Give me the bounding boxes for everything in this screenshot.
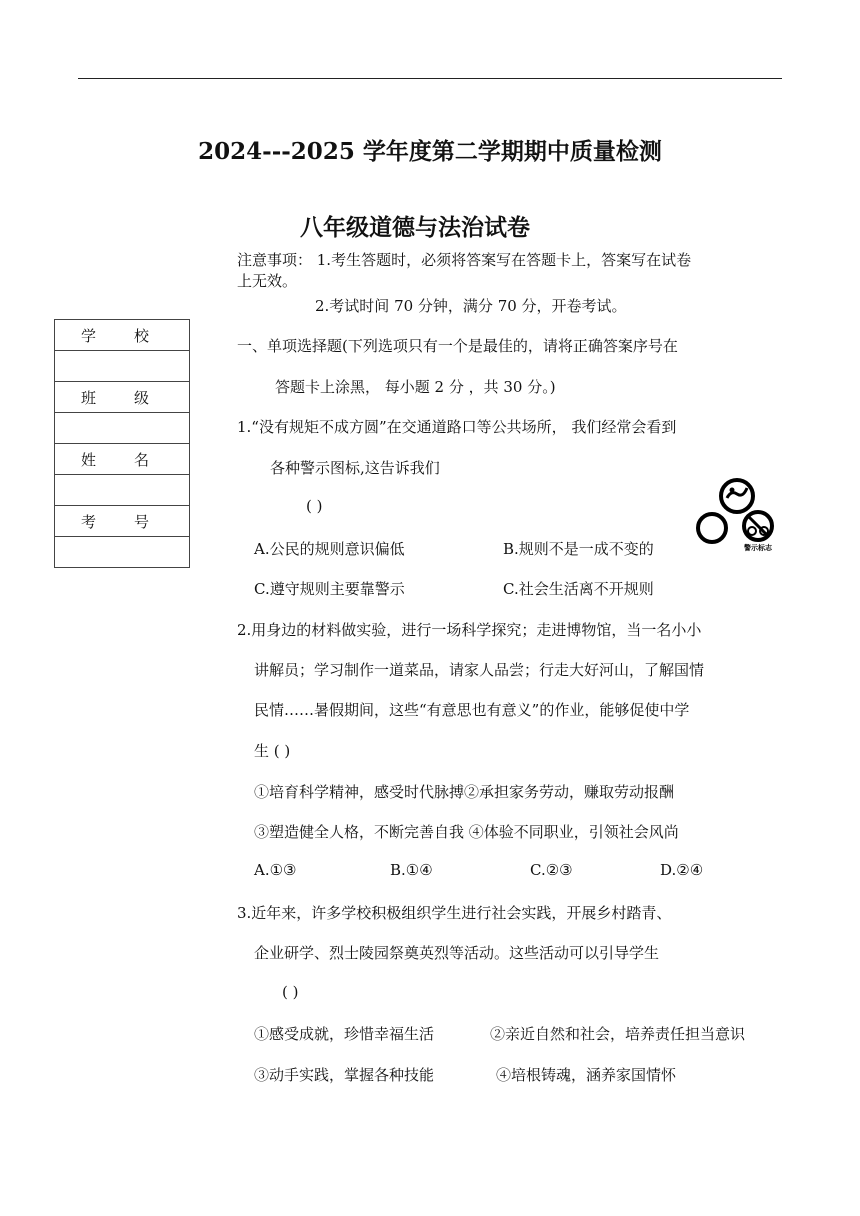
q3-statement-4: ④培根铸魂，涵养家国情怀: [496, 1066, 677, 1084]
notice-line-2: 上无效。: [237, 272, 298, 290]
q2-stem-4: 生 ( ): [254, 742, 291, 760]
q3-statement-2: ②亲近自然和社会，培养责任担当意识: [490, 1025, 746, 1043]
notice-line-3: 2.考试时间 70 分钟，满分 70 分，开卷考试。: [315, 297, 627, 315]
name-field[interactable]: [55, 475, 190, 506]
class-field[interactable]: [55, 413, 190, 444]
q2-option-d: D.②④: [660, 861, 704, 879]
q2-statements-1: ①培育科学精神，感受时代脉搏②承担家务劳动，赚取劳动报酬: [254, 783, 675, 801]
q2-stem-2: 讲解员；学习制作一道菜品，请家人品尝；行走大好河山，了解国情: [254, 661, 705, 679]
paper-subtitle: 八年级道德与法治试卷: [300, 214, 530, 241]
q1-option-b: B.规则不是一成不变的: [503, 540, 654, 558]
sign-circle-left: [698, 514, 726, 542]
section-heading: 一、单项选择题(下列选项只有一个是最佳的，请将正确答案序号在: [237, 337, 678, 355]
sign-circle-top: [721, 480, 753, 512]
q2-statements-2: ③塑造健全人格，不断完善自我 ④体验不同职业，引领社会风尚: [254, 823, 679, 841]
q3-statement-1: ①感受成就，珍惜幸福生活: [254, 1025, 435, 1043]
q3-stem-1: 3.近年来，许多学校积极组织学生进行社会实践，开展乡村踏青、: [237, 904, 672, 922]
q2-stem-3: 民情……暑假期间，这些“有意思也有意义”的作业，能够促使中学: [254, 701, 690, 719]
student-info-table: [54, 319, 190, 568]
q3-answer-paren: ( ): [282, 983, 299, 1001]
class-label: 班 级: [81, 388, 149, 407]
q3-stem-2: 企业研学、烈士陵园祭奠英烈等活动。这些活动可以引导学生: [254, 944, 660, 962]
section-heading-2: 答题卡上涂黑， 每小题 2 分 ，共 30 分。): [275, 378, 556, 396]
notice-line-1: 注意事项： 1.考生答题时，必须将答案写在答题卡上，答案写在试卷: [237, 251, 692, 269]
q1-option-a: A.公民的规则意识偏低: [254, 540, 405, 558]
number-label: 考 号: [81, 512, 149, 531]
header-rule: [78, 78, 782, 79]
warning-signs-image: [694, 476, 780, 556]
page-title: 2024---2025 学年度第二学期期中质量检测: [198, 138, 662, 165]
q2-stem-1: 2.用身边的材料做实验，进行一场科学探究；走进博物馆，当一名小小: [237, 621, 702, 639]
school-label: 学 校: [81, 326, 149, 345]
no-bicycle-icon: [748, 527, 756, 535]
sign-caption: 警示标志: [744, 543, 772, 552]
q3-statement-3: ③动手实践，掌握各种技能: [254, 1066, 435, 1084]
name-label: 姓 名: [81, 450, 149, 469]
q1-stem-2: 各种警示图标,这告诉我们: [270, 459, 440, 477]
q2-option-a: A.①③: [254, 861, 297, 879]
q1-option-d: C.社会生活离不开规则: [503, 580, 654, 598]
q2-option-c: C.②③: [530, 861, 573, 879]
q1-answer-paren: ( ): [306, 497, 323, 515]
q1-option-c: C.遵守规则主要靠警示: [254, 580, 405, 598]
q2-option-b: B.①④: [390, 861, 433, 879]
school-field[interactable]: [55, 351, 190, 382]
number-field[interactable]: [55, 537, 190, 568]
q1-stem-1: 1.“没有规矩不成方圆”在交通道路口等公共场所， 我们经常会看到: [237, 418, 677, 436]
